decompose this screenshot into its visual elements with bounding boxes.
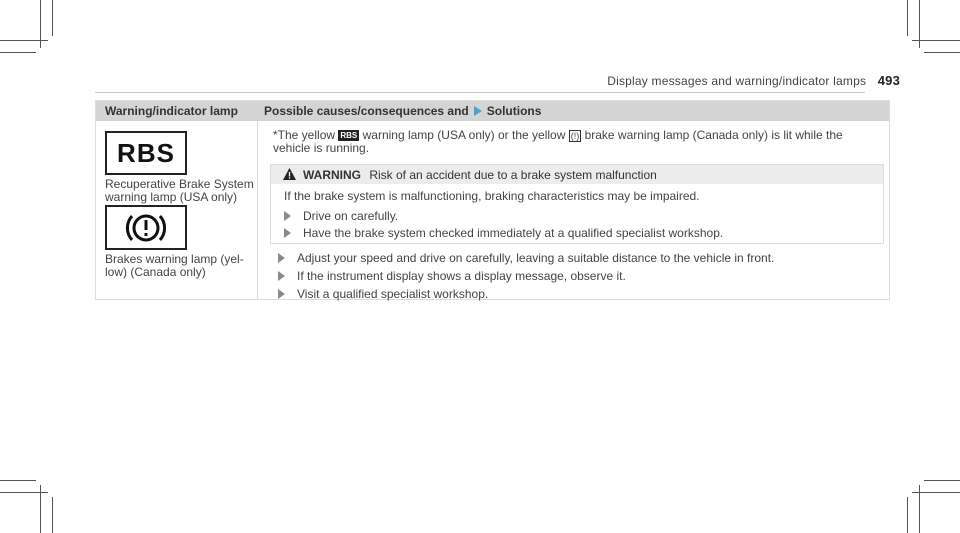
crop-mark <box>0 52 36 53</box>
header-rule <box>95 92 865 93</box>
bullet-text: Visit a qualified specialist workshop. <box>297 287 489 301</box>
table-header <box>96 101 889 121</box>
column-divider <box>257 121 258 299</box>
crop-mark <box>52 497 53 533</box>
warning-title <box>303 168 657 182</box>
note-mid2: brake warning lamp (Canada only) is lit while the vehicle is running. <box>273 128 843 155</box>
solution-arrow-icon <box>474 106 482 116</box>
brake-lamp-label: Brakes warning lamp (yel-low) (Canada only) <box>105 252 244 279</box>
running-header <box>607 73 900 88</box>
warning-text: If the brake system is malfunctioning, braking characteristics may be impaired. <box>284 189 700 203</box>
warning-subtitle: Risk of an accident due to a brake system malfunction <box>369 168 657 182</box>
rbs-lamp-label: Recuperative Brake System warning lamp (USA only) <box>105 177 254 204</box>
list-item <box>278 269 626 283</box>
crop-mark <box>907 0 908 36</box>
crop-mark <box>0 492 48 493</box>
column-header-solutions-label: Solutions <box>486 104 542 118</box>
crop-mark <box>0 480 36 481</box>
brake-warning-lamp-icon <box>105 205 187 250</box>
warning-lamp-table <box>95 100 890 300</box>
bullet-text: Adjust your speed and drive on carefully, leaving a suitable distance to the vehicle in front. <box>297 251 775 265</box>
crop-mark <box>924 52 960 53</box>
bullet-text: Drive on carefully. <box>303 209 399 223</box>
bullet-text: Have the brake system checked immediately at a qualified specialist workshop. <box>303 226 724 240</box>
section-title: Display messages and warning/indicator lamps <box>607 74 867 88</box>
note-mid1: warning lamp (USA only) or the yellow <box>362 128 566 142</box>
crop-mark <box>52 0 53 36</box>
list-item <box>278 287 488 301</box>
crop-mark <box>912 40 960 41</box>
crop-mark <box>924 480 960 481</box>
column-header-causes-label: Possible causes/consequences and <box>264 104 469 118</box>
crop-mark <box>907 497 908 533</box>
column-header-lamp: Warning/indicator lamp <box>105 104 238 118</box>
page-number: 493 <box>877 73 900 88</box>
warning-header <box>271 165 883 184</box>
bullet-arrow-icon <box>284 228 291 238</box>
list-item <box>278 251 774 265</box>
note-prefix: *The yellow <box>273 128 336 142</box>
list-item <box>284 209 398 223</box>
warning-label: WARNING <box>303 168 361 182</box>
column-header-causes <box>264 104 541 118</box>
warning-triangle-icon <box>283 168 296 180</box>
mini-brake-icon: (!) <box>570 130 580 141</box>
crop-mark <box>912 492 960 493</box>
brake-warning-icon <box>124 209 168 247</box>
mini-rbs-icon: RBS <box>340 131 358 141</box>
bullet-arrow-icon <box>278 253 285 263</box>
crop-mark <box>0 40 48 41</box>
bullet-arrow-icon <box>278 271 285 281</box>
rbs-symbol: RBS <box>117 137 175 168</box>
rbs-lamp-icon <box>105 131 187 175</box>
bullet-arrow-icon <box>284 211 291 221</box>
bullet-arrow-icon <box>278 289 285 299</box>
list-item <box>284 226 723 240</box>
bullet-text: If the instrument display shows a display message, observe it. <box>297 269 626 283</box>
warning-box <box>270 164 884 244</box>
lamp-note <box>273 129 873 155</box>
